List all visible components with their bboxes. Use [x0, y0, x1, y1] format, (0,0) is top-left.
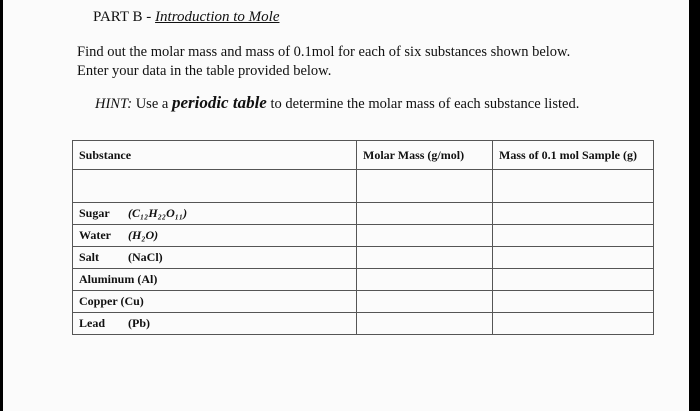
substance-name: Salt — [79, 250, 100, 264]
instructions — [77, 43, 570, 81]
hint-emphasis: periodic table — [171, 93, 267, 112]
hint-label: HINT: — [95, 96, 133, 112]
title-part-label: PART B - — [93, 9, 156, 25]
substance-cell — [73, 225, 357, 247]
substance-name: Sugar — [79, 206, 110, 220]
substance-formula: (NaCl) — [128, 250, 163, 264]
substance-name: Aluminum — [79, 272, 135, 286]
substance-name: Water — [79, 228, 111, 242]
molar-mass-cell[interactable] — [357, 313, 493, 335]
sample-mass-cell[interactable] — [493, 203, 654, 225]
substance-cell — [73, 291, 357, 313]
molar-mass-cell[interactable] — [357, 291, 493, 313]
cell-blank[interactable] — [357, 170, 493, 203]
table-row — [73, 313, 654, 335]
hint-text-after: to determine the molar mass of each substance listed. — [266, 96, 580, 112]
molar-mass-cell[interactable] — [357, 225, 493, 247]
sample-mass-cell[interactable] — [493, 247, 654, 269]
cell-blank[interactable] — [493, 170, 654, 203]
sample-mass-cell[interactable] — [493, 269, 654, 291]
substance-formula: (Cu) — [120, 294, 144, 308]
substance-formula: (C₁₂H₂₂O₁₁) — [128, 206, 188, 220]
substance-formula: (Al) — [137, 272, 158, 286]
instructions-line-1: Find out the molar mass and mass of 0.1mol for each of six substances shown below. — [77, 44, 571, 60]
header-molar-mass: Molar Mass (g/mol) — [357, 141, 493, 170]
cell-blank — [73, 170, 357, 203]
header-sample-mass: Mass of 0.1 mol Sample (g) — [493, 141, 654, 170]
hint-line — [95, 93, 579, 113]
table-row — [73, 247, 654, 269]
table-row — [73, 203, 654, 225]
molar-mass-cell[interactable] — [357, 269, 493, 291]
substance-cell — [73, 247, 357, 269]
section-title — [93, 9, 279, 26]
molar-mass-cell[interactable] — [357, 203, 493, 225]
sample-mass-cell[interactable] — [493, 291, 654, 313]
instructions-line-2: Enter your data in the table provided below. — [77, 63, 332, 79]
substance-name: Copper — [79, 294, 118, 308]
substance-cell — [73, 269, 357, 291]
substance-name: Lead — [79, 316, 106, 330]
table-row-blank — [73, 170, 654, 203]
substance-cell — [73, 313, 357, 335]
table-row — [73, 225, 654, 247]
molar-mass-table — [72, 140, 654, 335]
molar-mass-cell[interactable] — [357, 247, 493, 269]
hint-text-before: Use a — [132, 96, 172, 112]
title-text: Introduction to Mole — [155, 9, 280, 25]
table-row — [73, 269, 654, 291]
sample-mass-cell[interactable] — [493, 225, 654, 247]
sample-mass-cell[interactable] — [493, 313, 654, 335]
substance-formula: (H₂O) — [128, 228, 159, 242]
table-header-row — [73, 141, 654, 170]
substance-cell — [73, 203, 357, 225]
worksheet-page — [3, 0, 689, 411]
table-row — [73, 291, 654, 313]
header-substance: Substance — [73, 141, 357, 170]
substance-formula: (Pb) — [128, 316, 150, 330]
